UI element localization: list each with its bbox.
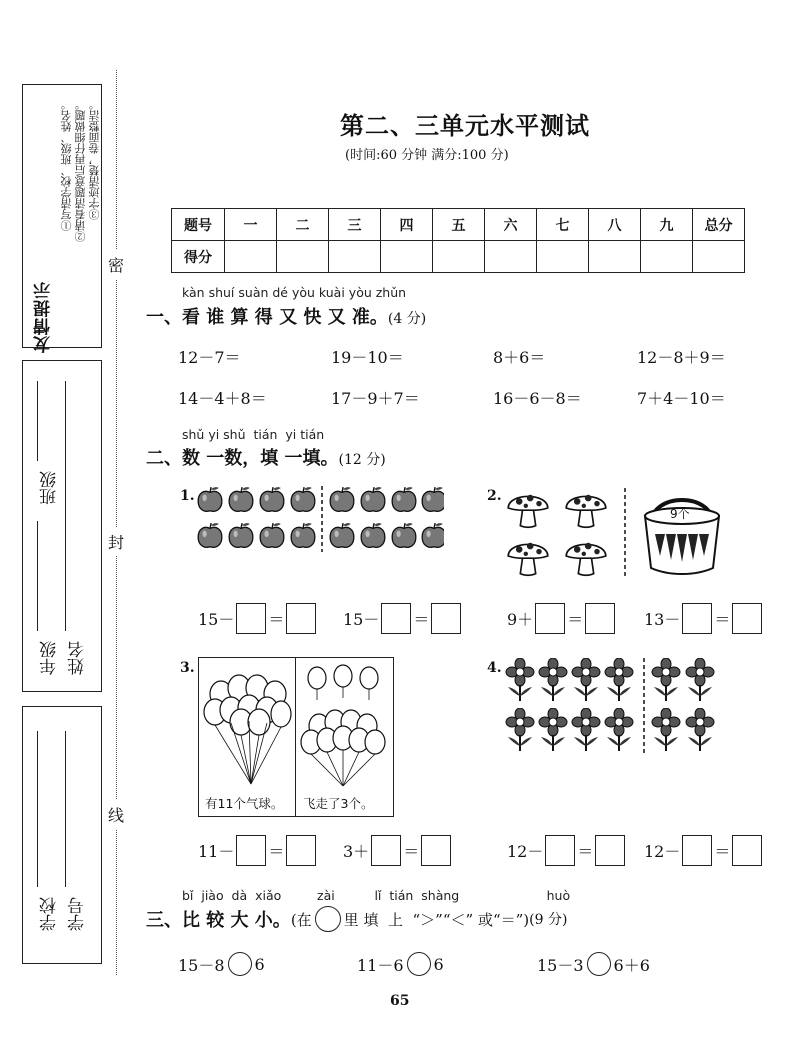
apple-icon [392,523,416,547]
fill-eq: ＝ [714,842,731,861]
flower-icon [605,658,633,701]
section1-title [146,303,426,329]
answer-box[interactable] [595,835,625,866]
section1-title-text: 一、看 谁 算 得 又 快 又 准。 [146,307,388,328]
section3-title [146,906,567,932]
apple-icon [392,487,416,511]
answer-box[interactable] [682,835,712,866]
fill-op: 15－ [198,610,235,629]
fill-blank-row1-4 [644,603,764,634]
balloons-caption-right: 飞走了3个。 [303,796,374,811]
score-header-cell: 三 [329,209,381,241]
fill-blank-row2-2 [343,835,453,866]
notice-item-3: ③字迹清楚，卷面整洁。 [88,99,101,220]
seal-xian: 线 [108,800,124,829]
fill-eq: ＝ [567,610,584,629]
equation: 8＋6＝ [493,348,546,367]
fill-eq: ＝ [268,610,285,629]
fill-op: 9＋ [507,610,534,629]
fill-op: 13－ [644,610,681,629]
score-cell[interactable] [277,241,329,273]
score-header-cell: 五 [433,209,485,241]
score-header-cell: 七 [537,209,589,241]
q3-number: 3. [180,660,195,676]
compare-circle[interactable] [407,952,431,976]
class-line [37,381,38,461]
balloons-frame [198,657,394,817]
fill-op: 12－ [644,842,681,861]
equation: 19－10＝ [331,348,404,367]
apple-icon [361,487,385,511]
apples-picture [194,486,444,552]
flower-icon [572,708,600,751]
compare-item-1 [178,952,265,976]
score-table-score-row [172,241,745,273]
score-header-cell: 总分 [693,209,745,241]
section2-title [146,444,386,470]
score-header-cell: 一 [225,209,277,241]
fill-blank-row2-3 [507,835,627,866]
answer-box[interactable] [421,835,451,866]
flower-icon [572,658,600,701]
school-label: 学校 [40,897,60,931]
score-table [171,208,745,273]
score-cell[interactable] [329,241,381,273]
page-subtitle: (时间:60 分钟 满分:100 分) [345,148,509,163]
equation: 7＋4－10＝ [637,389,726,408]
fill-eq: ＝ [413,610,430,629]
flower-icon [686,708,714,751]
answer-box[interactable] [286,835,316,866]
answer-box[interactable] [431,603,461,634]
answer-box[interactable] [381,603,411,634]
school-box [22,706,102,964]
score-cell[interactable] [381,241,433,273]
student-no-label: 学号 [68,897,88,931]
score-header-cell: 四 [381,209,433,241]
q4-number: 4. [487,660,502,676]
q2-number: 2. [487,488,502,504]
score-row-label: 得分 [172,241,225,273]
compare-left: 11－6 [357,955,404,975]
apple-icon [330,487,354,511]
equation: 17－9＋7＝ [331,389,420,408]
flower-icon [605,708,633,751]
score-header-cell: 八 [589,209,641,241]
mushrooms-picture [505,484,775,580]
answer-box[interactable] [682,603,712,634]
notice-box [22,84,102,353]
score-cell[interactable] [641,241,693,273]
fill-blank-row2-1 [198,835,318,866]
mushroom-icon [566,543,606,575]
fill-eq: ＝ [403,842,420,861]
answer-box[interactable] [732,835,762,866]
fill-eq: ＝ [714,610,731,629]
balloon-bunch-icon [201,666,293,790]
compare-circle[interactable] [228,952,252,976]
section1-points: (4 分) [387,311,427,327]
score-cell[interactable] [589,241,641,273]
section3-points: (9 分) [529,912,568,928]
apple-icon [198,523,222,547]
flower-icon [539,708,567,751]
score-cell[interactable] [433,241,485,273]
answer-box[interactable] [732,603,762,634]
name-label: 姓名 [68,641,88,675]
apple-icon [291,487,315,511]
equation: 12－7＝ [178,348,241,367]
compare-circle[interactable] [587,952,611,976]
answer-box[interactable] [371,835,401,866]
flowers-picture [505,658,721,754]
equation: 12－8＋9＝ [637,348,726,367]
answer-box[interactable] [236,835,266,866]
score-header-cell: 九 [641,209,693,241]
basket-label: 9个 [670,507,690,521]
flower-icon [506,658,534,701]
compare-item-3 [537,952,650,976]
balloons-caption-left: 有11个气球。 [205,796,284,811]
grade-line [37,521,38,631]
section3-pinyin: bǐ jiào dà xiǎo zài lǐ tián shàng huò [182,888,571,903]
fill-blank-row1-1 [198,603,318,634]
apple-icon [330,523,354,547]
notice-title: 友情提示 [34,281,54,353]
mushroom-icon [566,495,606,527]
flower-icon [506,708,534,751]
apple-icon [422,523,444,547]
section3-instruction-pre: (在 [290,910,312,929]
school-line [37,731,38,887]
equation: 14－4＋8＝ [178,389,267,408]
compare-left: 15－8 [178,955,225,975]
section2-pinyin: shǔ yi shǔ tián yi tián [182,427,325,442]
grade-label: 年级 [40,641,60,675]
balloons-divider [295,658,296,816]
fill-eq: ＝ [268,842,285,861]
fill-blank-row1-3 [507,603,617,634]
apple-icon [229,523,253,547]
apple-icon [260,523,284,547]
compare-left: 15－3 [537,955,584,975]
circle-placeholder-icon [315,906,341,932]
apple-icon [361,523,385,547]
name-line [65,381,66,631]
score-header-cell: 二 [277,209,329,241]
mushroom-icon [508,543,548,575]
score-header-cell: 题号 [172,209,225,241]
section2-title-text: 二、数 一数，填 一填。 [146,448,339,469]
section2-points: (12 分) [338,452,386,468]
q1-number: 1. [180,488,195,504]
notice-item-2: ②请看清题意后再仔细做题。 [74,99,87,242]
fill-op: 15－ [343,610,380,629]
flower-icon [652,708,680,751]
section3-instruction-post: 里 填 上 “＞”“＜” 或“＝”) [343,910,530,929]
fill-blank-row2-4 [644,835,764,866]
flower-icon [686,658,714,701]
answer-box[interactable] [236,603,266,634]
apple-icon [229,487,253,511]
class-label: 班级 [40,471,60,505]
flower-icon [652,658,680,701]
seal-mi: 密 [108,250,124,279]
score-cell[interactable] [693,241,745,273]
flower-icon [539,658,567,701]
apple-icon [260,487,284,511]
section1-pinyin: kàn shuí suàn dé yòu kuài yòu zhǔn [182,285,407,300]
equation: 16－6－8＝ [493,389,582,408]
balloon-bunch-after-icon [297,662,391,790]
compare-item-2 [357,952,444,976]
fill-op: 11－ [198,842,235,861]
score-header-cell: 六 [485,209,537,241]
compare-right: 6 [254,954,265,974]
compare-right: 6＋6 [613,955,650,975]
answer-box[interactable] [535,603,565,634]
apple-icon [198,487,222,511]
fill-op: 12－ [507,842,544,861]
seal-feng: 封 [108,527,124,556]
fill-blank-row1-2 [343,603,463,634]
answer-box[interactable] [585,603,615,634]
score-cell[interactable] [537,241,589,273]
compare-right: 6 [433,954,444,974]
page-title: 第二、三单元水平测试 [340,112,590,140]
grade-class-box [22,360,102,692]
student-no-line [65,731,66,887]
binding-line [116,70,117,975]
apple-icon [422,487,444,511]
answer-box[interactable] [545,835,575,866]
score-table-header-row [172,209,745,241]
answer-box[interactable] [286,603,316,634]
notice-item-1: ①写清学校、班级、姓名。 [60,99,73,231]
score-cell[interactable] [485,241,537,273]
apple-icon [291,523,315,547]
mushroom-icon [508,495,548,527]
section3-title-text: 三、比 较 大 小。 [146,910,291,931]
page-number: 65 [390,993,410,1009]
fill-op: 3＋ [343,842,370,861]
fill-eq: ＝ [577,842,594,861]
score-cell[interactable] [225,241,277,273]
